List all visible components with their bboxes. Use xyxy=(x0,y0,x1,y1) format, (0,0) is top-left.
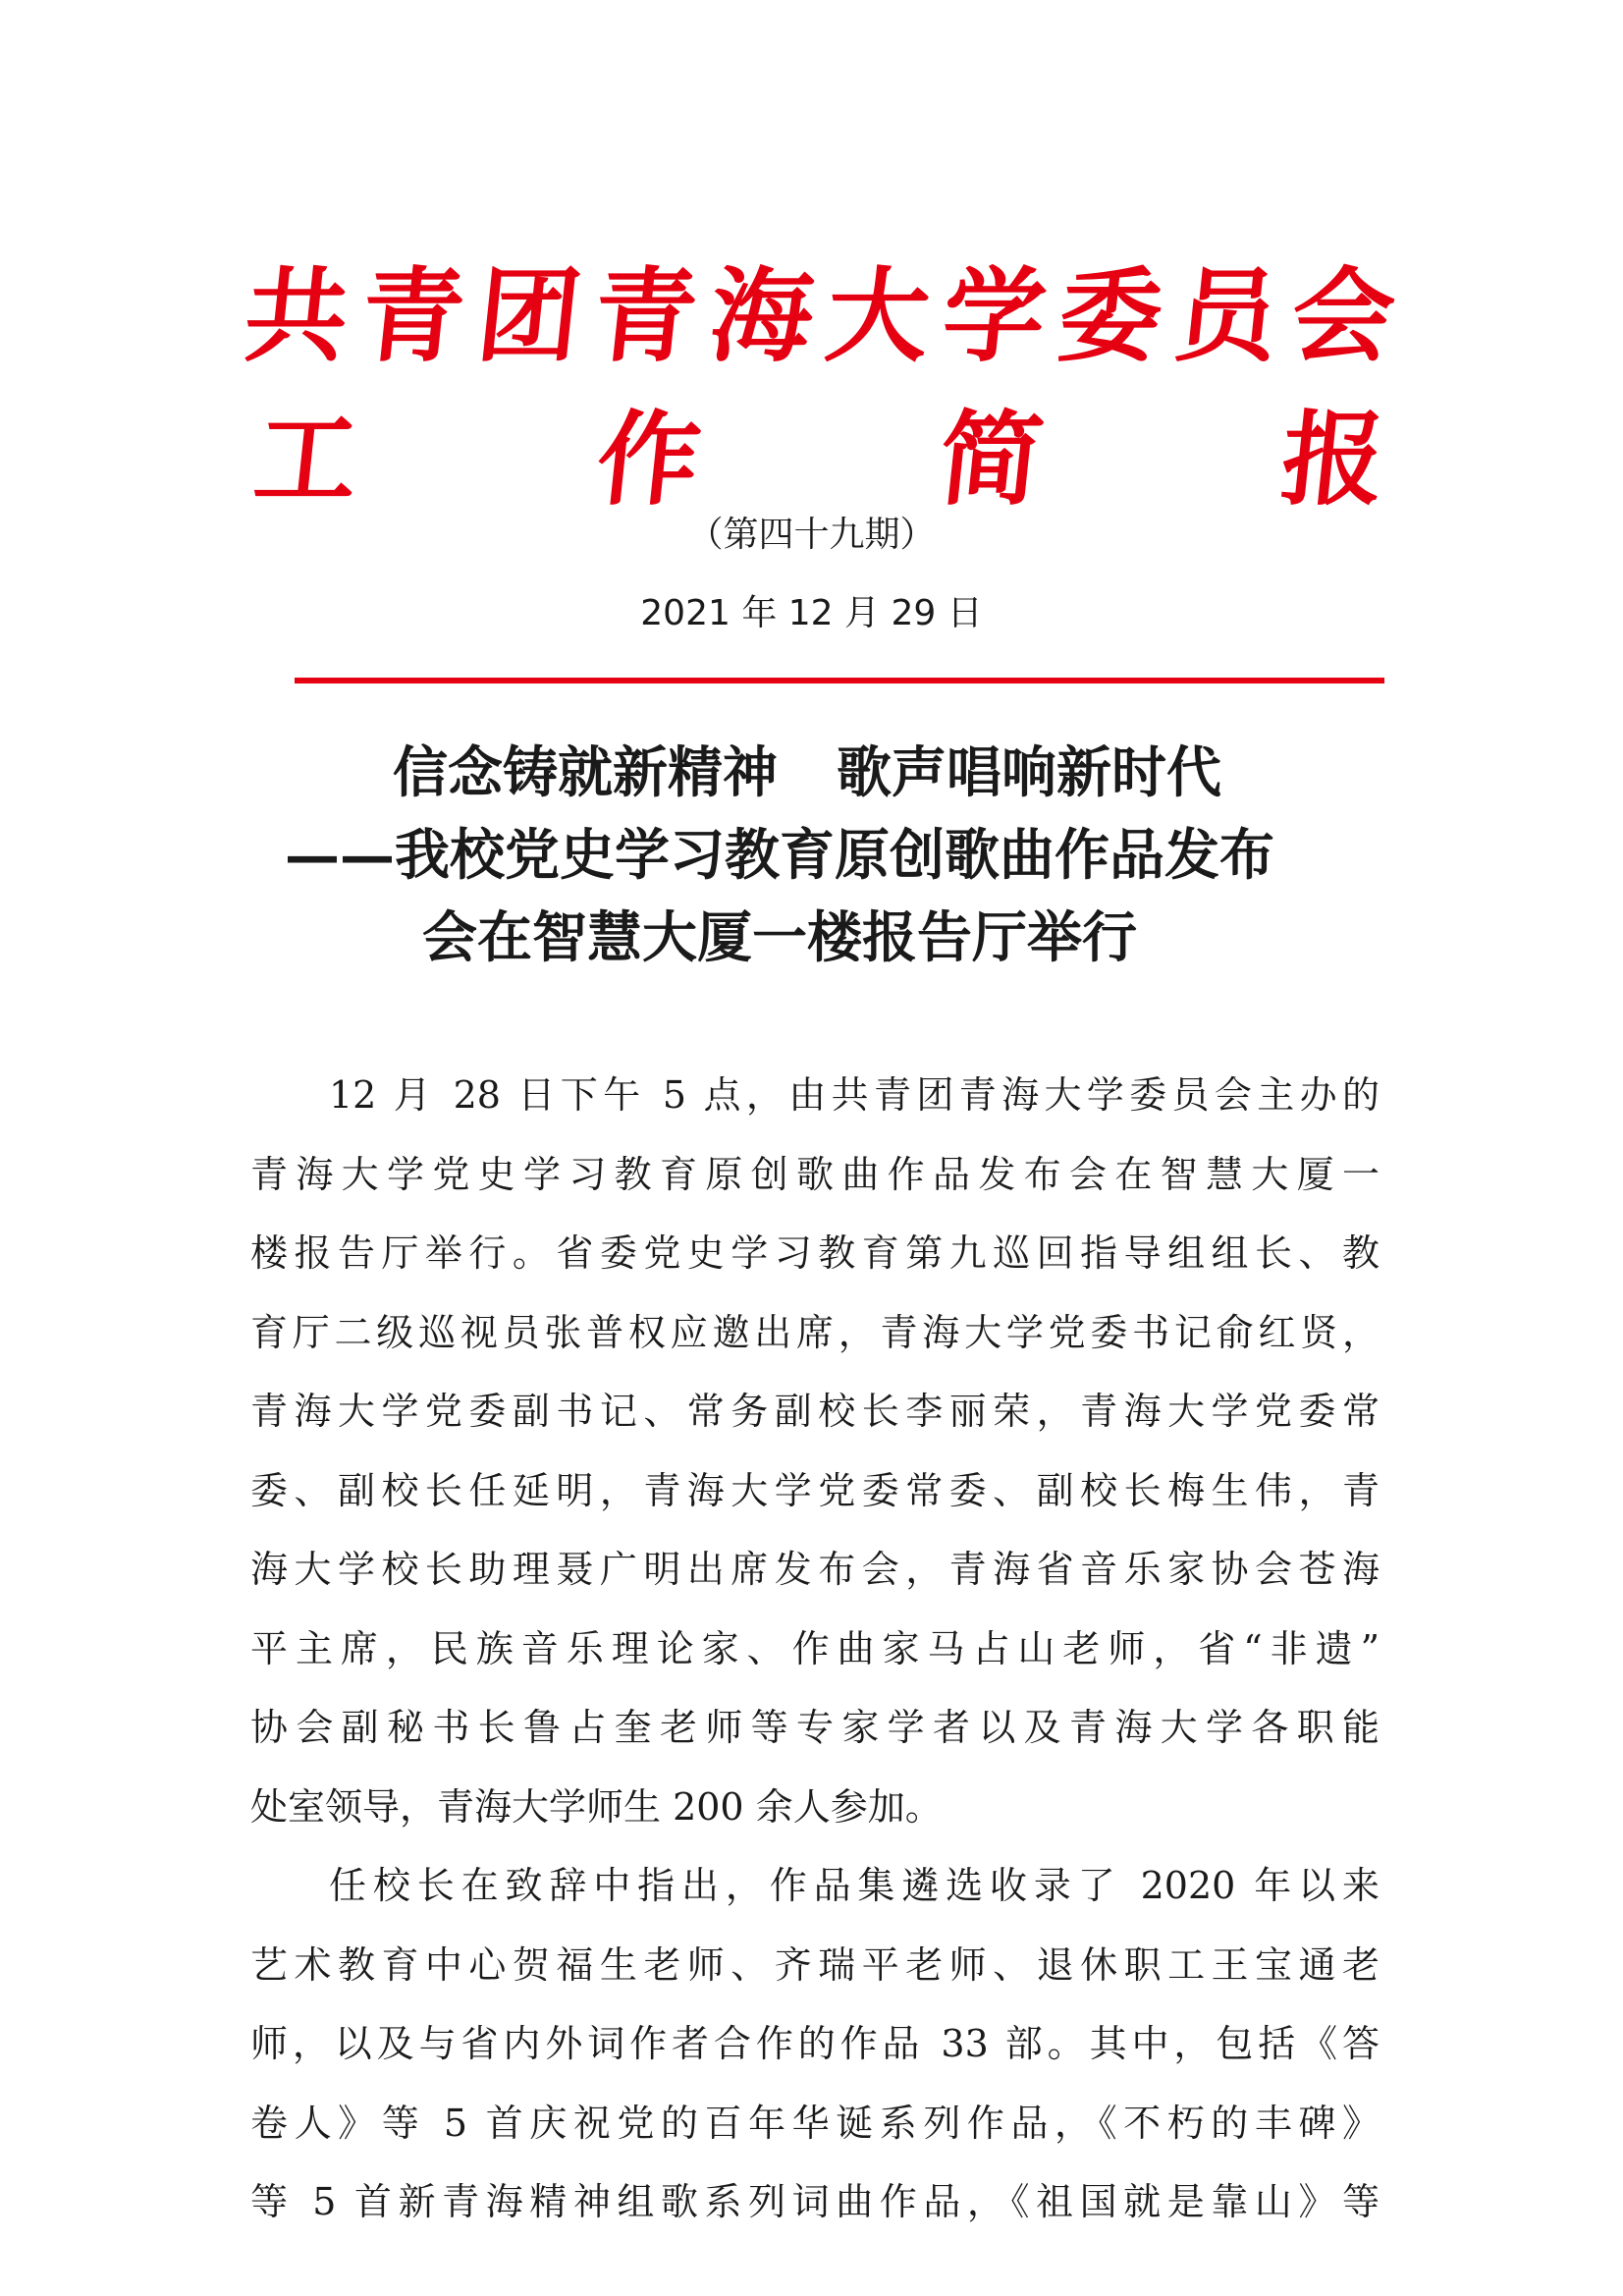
text-line: 平主席，民族音乐理论家、作曲家马占山老师，省“非遗” xyxy=(250,1626,1380,1670)
text-line: 青海大学党史学习教育原创歌曲作品发布会在智慧大厦一 xyxy=(250,1152,1380,1196)
masthead-char: 简 xyxy=(933,400,1049,519)
text-line: 协会副秘书长鲁占奎老师等专家学者以及青海大学各职能 xyxy=(250,1706,1380,1749)
masthead-char: 工 xyxy=(248,400,364,519)
masthead-char: 学 xyxy=(937,256,1053,376)
text-line: 青海大学党委副书记、常务副校长李丽荣，青海大学党委常 xyxy=(250,1390,1380,1433)
masthead-char: 共 xyxy=(239,256,354,376)
article-headline xyxy=(0,732,1623,979)
text-line: 委、副校长任延明，青海大学党委常委、副校长梅生伟，青 xyxy=(250,1468,1380,1512)
text-line: 处室领导，青海大学师生 200 余人参加。 xyxy=(250,1784,943,1829)
masthead-char: 作 xyxy=(591,400,707,519)
paragraph-2 xyxy=(250,1846,1380,2242)
masthead-title xyxy=(240,257,1401,375)
masthead-char: 青 xyxy=(355,256,470,376)
headline-part-a: 信念铸就新精神 xyxy=(393,740,778,805)
text-line: 任校长在致辞中指出，作品集遴选收录了 2020 年以来 xyxy=(329,1864,1380,1907)
text-line: 等 5 首新青海精神组歌系列词曲作品，《祖国就是靠山》等 xyxy=(250,2180,1380,2223)
text-line: 楼报告厅举行。省委党史学习教育第九巡回指导组组长、教 xyxy=(250,1231,1380,1275)
red-divider xyxy=(295,678,1384,683)
masthead-char: 团 xyxy=(471,256,587,376)
headline-line-1 xyxy=(0,732,1623,814)
headline-line-2: ——我校党史学习教育原创歌曲作品发布 xyxy=(285,823,1274,888)
masthead-char: 大 xyxy=(820,256,936,376)
masthead-char: 会 xyxy=(1285,256,1401,376)
masthead-subtitle xyxy=(249,401,1391,519)
masthead-char: 报 xyxy=(1275,400,1391,519)
text-line: 师，以及与省内外词作者合作的作品 33 部。其中，包括《答 xyxy=(250,2022,1380,2065)
masthead-char: 委 xyxy=(1053,256,1168,376)
issue-number: （第四十九期） xyxy=(687,515,936,555)
masthead-char: 员 xyxy=(1169,256,1284,376)
masthead-char: 海 xyxy=(704,256,820,376)
headline-part-b: 歌声唱响新时代 xyxy=(837,740,1221,805)
article-body xyxy=(250,1056,1380,2242)
text-line: 育厅二级巡视员张普权应邀出席，青海大学党委书记俞红贤， xyxy=(250,1310,1380,1354)
text-line: 海大学校长助理聂广明出席发布会，青海省音乐家协会苍海 xyxy=(250,1548,1380,1591)
text-line: 艺术教育中心贺福生老师、齐瑞平老师、退休职工王宝通老 xyxy=(250,1942,1380,1987)
headline-line-3: 会在智慧大厦一楼报告厅举行 xyxy=(422,905,1137,970)
text-line: 卷人》等 5 首庆祝党的百年华诞系列作品，《不朽的丰碑》 xyxy=(250,2101,1380,2145)
text-line: 12 月 28 日下午 5 点，由共青团青海大学委员会主办的 xyxy=(329,1073,1380,1117)
issue-date: 2021 年 12 月 29 日 xyxy=(640,593,983,633)
paragraph-1 xyxy=(250,1056,1380,1846)
masthead-char: 青 xyxy=(587,256,703,376)
